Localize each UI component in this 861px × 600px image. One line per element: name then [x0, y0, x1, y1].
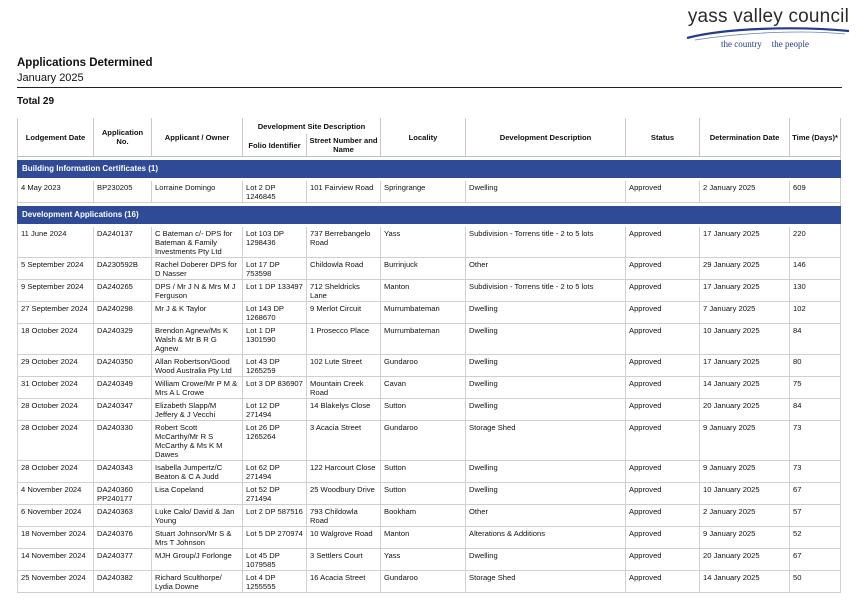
cell-applicant: Elizabeth Slapp/M Jeffery & J Vecchi — [152, 399, 243, 421]
cell-applicant: Luke Calo/ David & Jan Young — [152, 505, 243, 527]
cell-lodgement-date: 4 May 2023 — [18, 181, 94, 203]
cell-lodgement-date: 28 October 2024 — [18, 399, 94, 421]
cell-lodgement-date: 11 June 2024 — [18, 227, 94, 258]
col-street-number-name: Street Number and Name — [307, 134, 381, 157]
cell-applicant: Mr J & K Taylor — [152, 302, 243, 324]
cell-time-days: 73 — [790, 421, 841, 461]
logo-wordmark: yass valley council — [687, 6, 849, 27]
cell-description: Dwelling — [466, 302, 626, 324]
cell-determination-date: 17 January 2025 — [700, 280, 790, 302]
table-header — [18, 118, 841, 157]
cell-status: Approved — [626, 571, 700, 593]
cell-status: Approved — [626, 461, 700, 483]
logo-tag-left: the country — [721, 39, 762, 49]
cell-application-no: DA240265 — [94, 280, 152, 302]
cell-folio: Lot 26 DP 1265264 — [243, 421, 307, 461]
cell-street: 3 Acacia Street — [307, 421, 381, 461]
section-header — [18, 160, 841, 178]
cell-applicant: Isabella Jumpertz/C Beaton & C A Judd — [152, 461, 243, 483]
cell-folio: Lot 103 DP 1298436 — [243, 227, 307, 258]
cell-time-days: 67 — [790, 483, 841, 505]
cell-folio: Lot 2 DP 587516 — [243, 505, 307, 527]
cell-street: 737 Berrebangelo Road — [307, 227, 381, 258]
cell-locality: Burrinjuck — [381, 258, 466, 280]
cell-street: 16 Acacia Street — [307, 571, 381, 593]
cell-street: 10 Walgrove Road — [307, 527, 381, 549]
cell-street: 14 Blakelys Close — [307, 399, 381, 421]
table-row — [18, 258, 841, 280]
cell-lodgement-date: 31 October 2024 — [18, 377, 94, 399]
cell-application-no: DA240137 — [94, 227, 152, 258]
cell-status: Approved — [626, 181, 700, 203]
cell-lodgement-date: 18 October 2024 — [18, 324, 94, 355]
cell-application-no: DA240329 — [94, 324, 152, 355]
cell-application-no: DA240350 — [94, 355, 152, 377]
cell-folio: Lot 1 DP 133497 — [243, 280, 307, 302]
cell-status: Approved — [626, 399, 700, 421]
cell-locality: Gundaroo — [381, 421, 466, 461]
cell-status: Approved — [626, 280, 700, 302]
section-title: Development Applications (16) — [18, 206, 841, 224]
cell-locality: Manton — [381, 527, 466, 549]
cell-lodgement-date: 4 November 2024 — [18, 483, 94, 505]
cell-determination-date: 2 January 2025 — [700, 181, 790, 203]
cell-locality: Murrumbateman — [381, 324, 466, 355]
cell-locality: Gundaroo — [381, 571, 466, 593]
cell-street: Childowla Road — [307, 258, 381, 280]
table-body — [18, 157, 841, 593]
cell-applicant: Lisa Copeland — [152, 483, 243, 505]
col-folio-identifier: Folio Identifier — [243, 134, 307, 157]
table-row — [18, 571, 841, 593]
cell-determination-date: 20 January 2025 — [700, 549, 790, 571]
cell-status: Approved — [626, 258, 700, 280]
cell-time-days: 609 — [790, 181, 841, 203]
table-row — [18, 302, 841, 324]
cell-description: Dwelling — [466, 324, 626, 355]
table-row — [18, 280, 841, 302]
table-row — [18, 483, 841, 505]
cell-determination-date: 14 January 2025 — [700, 377, 790, 399]
table-row — [18, 461, 841, 483]
cell-status: Approved — [626, 324, 700, 355]
cell-applicant: Robert Scott McCarthy/Mr R S McCarthy & Ms K M Dawes — [152, 421, 243, 461]
cell-locality: Manton — [381, 280, 466, 302]
cell-applicant: Rachel Doberer DPS for D Nasser — [152, 258, 243, 280]
cell-time-days: 67 — [790, 549, 841, 571]
cell-status: Approved — [626, 377, 700, 399]
table-row — [18, 227, 841, 258]
col-development-description: Development Description — [466, 118, 626, 157]
cell-description: Dwelling — [466, 461, 626, 483]
cell-description: Dwelling — [466, 377, 626, 399]
applications-table — [17, 118, 841, 593]
cell-description: Dwelling — [466, 399, 626, 421]
cell-locality: Yass — [381, 227, 466, 258]
col-locality: Locality — [381, 118, 466, 157]
col-lodgement-date: Lodgement Date — [18, 118, 94, 157]
cell-description: Storage Shed — [466, 421, 626, 461]
cell-street: 25 Woodbury Drive — [307, 483, 381, 505]
cell-time-days: 102 — [790, 302, 841, 324]
logo-tag-right: the people — [771, 39, 809, 49]
cell-time-days: 75 — [790, 377, 841, 399]
cell-application-no: DA240298 — [94, 302, 152, 324]
col-site-description-group: Development Site Description — [243, 118, 381, 134]
cell-lodgement-date: 28 October 2024 — [18, 461, 94, 483]
cell-lodgement-date: 14 November 2024 — [18, 549, 94, 571]
cell-applicant: William Crowe/Mr P M & Mrs A L Crowe — [152, 377, 243, 399]
table-row — [18, 549, 841, 571]
table-row — [18, 377, 841, 399]
cell-application-no: DA240330 — [94, 421, 152, 461]
logo-tagline — [711, 39, 809, 49]
cell-application-no: DA240349 — [94, 377, 152, 399]
cell-description: Dwelling — [466, 181, 626, 203]
cell-locality: Yass — [381, 549, 466, 571]
cell-status: Approved — [626, 505, 700, 527]
cell-folio: Lot 1 DP 1301590 — [243, 324, 307, 355]
cell-folio: Lot 45 DP 1079585 — [243, 549, 307, 571]
cell-lodgement-date: 6 November 2024 — [18, 505, 94, 527]
cell-applicant: Stuart Johnson/Mr S & Mrs T Johnson — [152, 527, 243, 549]
cell-street: 102 Lute Street — [307, 355, 381, 377]
table-row — [18, 355, 841, 377]
cell-determination-date: 2 January 2025 — [700, 505, 790, 527]
cell-time-days: 52 — [790, 527, 841, 549]
cell-application-no: DA240347 — [94, 399, 152, 421]
cell-folio: Lot 43 DP 1265259 — [243, 355, 307, 377]
section-header — [18, 206, 841, 224]
cell-status: Approved — [626, 227, 700, 258]
cell-status: Approved — [626, 302, 700, 324]
cell-time-days: 84 — [790, 324, 841, 355]
cell-determination-date: 20 January 2025 — [700, 399, 790, 421]
cell-status: Approved — [626, 355, 700, 377]
page-title: Applications Determined — [17, 57, 153, 69]
cell-locality: Sutton — [381, 399, 466, 421]
cell-applicant: MJH Group/J Forlonge — [152, 549, 243, 571]
cell-locality: Sutton — [381, 483, 466, 505]
cell-description: Dwelling — [466, 355, 626, 377]
cell-determination-date: 14 January 2025 — [700, 571, 790, 593]
page-subtitle: January 2025 — [17, 72, 84, 84]
cell-lodgement-date: 9 September 2024 — [18, 280, 94, 302]
cell-time-days: 50 — [790, 571, 841, 593]
cell-description: Subdivision - Torrens title - 2 to 5 lots — [466, 280, 626, 302]
cell-time-days: 80 — [790, 355, 841, 377]
cell-applicant: Brendon Agnew/Ms K Walsh & Mr B R G Agnew — [152, 324, 243, 355]
col-determination-date: Determination Date — [700, 118, 790, 157]
cell-lodgement-date: 5 September 2024 — [18, 258, 94, 280]
cell-determination-date: 9 January 2025 — [700, 527, 790, 549]
col-status: Status — [626, 118, 700, 157]
cell-time-days: 57 — [790, 505, 841, 527]
cell-description: Other — [466, 258, 626, 280]
cell-description: Storage Shed — [466, 571, 626, 593]
cell-applicant: Richard Sculthorpe/ Lydia Downe — [152, 571, 243, 593]
cell-folio: Lot 143 DP 1268670 — [243, 302, 307, 324]
cell-street: 712 Sheldricks Lane — [307, 280, 381, 302]
cell-time-days: 220 — [790, 227, 841, 258]
cell-application-no: DA240363 — [94, 505, 152, 527]
cell-folio: Lot 5 DP 270974 — [243, 527, 307, 549]
cell-street: 793 Childowla Road — [307, 505, 381, 527]
cell-description: Subdivision - Torrens title - 2 to 5 lots — [466, 227, 626, 258]
cell-folio: Lot 52 DP 271494 — [243, 483, 307, 505]
total-count: Total 29 — [17, 96, 55, 107]
cell-locality: Gundaroo — [381, 355, 466, 377]
cell-locality: Bookham — [381, 505, 466, 527]
cell-folio: Lot 62 DP 271494 — [243, 461, 307, 483]
table-row — [18, 421, 841, 461]
cell-application-no: DA240382 — [94, 571, 152, 593]
table-row — [18, 324, 841, 355]
section-title: Building Information Certificates (1) — [18, 160, 841, 178]
cell-time-days: 130 — [790, 280, 841, 302]
cell-determination-date: 17 January 2025 — [700, 355, 790, 377]
cell-folio: Lot 12 DP 271494 — [243, 399, 307, 421]
cell-applicant: C Bateman c/- DPS for Bateman & Family Investments Pty Ltd — [152, 227, 243, 258]
cell-determination-date: 10 January 2025 — [700, 483, 790, 505]
cell-application-no: DA230592B — [94, 258, 152, 280]
cell-street: 101 Fairview Road — [307, 181, 381, 203]
cell-applicant: Lorraine Domingo — [152, 181, 243, 203]
cell-application-no: DA240343 — [94, 461, 152, 483]
cell-locality: Springrange — [381, 181, 466, 203]
col-applicant-owner: Applicant / Owner — [152, 118, 243, 157]
cell-determination-date: 10 January 2025 — [700, 324, 790, 355]
cell-status: Approved — [626, 549, 700, 571]
cell-description: Alterations & Additions — [466, 527, 626, 549]
cell-description: Other — [466, 505, 626, 527]
cell-description: Dwelling — [466, 549, 626, 571]
cell-application-no: BP230205 — [94, 181, 152, 203]
table-row — [18, 181, 841, 203]
cell-folio: Lot 4 DP 1255555 — [243, 571, 307, 593]
cell-lodgement-date: 29 October 2024 — [18, 355, 94, 377]
cell-application-no: DA240377 — [94, 549, 152, 571]
cell-lodgement-date: 25 November 2024 — [18, 571, 94, 593]
cell-locality: Sutton — [381, 461, 466, 483]
cell-time-days: 73 — [790, 461, 841, 483]
cell-locality: Cavan — [381, 377, 466, 399]
cell-description: Dwelling — [466, 483, 626, 505]
cell-street: Mountain Creek Road — [307, 377, 381, 399]
cell-lodgement-date: 18 November 2024 — [18, 527, 94, 549]
cell-street: 9 Merlot Circuit — [307, 302, 381, 324]
cell-street: 1 Prosecco Place — [307, 324, 381, 355]
cell-folio: Lot 3 DP 836907 — [243, 377, 307, 399]
cell-lodgement-date: 28 October 2024 — [18, 421, 94, 461]
col-time-days: Time (Days)* — [790, 118, 841, 157]
cell-folio: Lot 17 DP 753598 — [243, 258, 307, 280]
cell-folio: Lot 2 DP 1246845 — [243, 181, 307, 203]
cell-determination-date: 9 January 2025 — [700, 461, 790, 483]
cell-status: Approved — [626, 421, 700, 461]
table-row — [18, 527, 841, 549]
cell-determination-date: 9 January 2025 — [700, 421, 790, 461]
council-logo — [681, 6, 851, 50]
cell-applicant: DPS / Mr J N & Mrs M J Ferguson — [152, 280, 243, 302]
cell-determination-date: 29 January 2025 — [700, 258, 790, 280]
cell-application-no: DA240376 — [94, 527, 152, 549]
cell-street: 122 Harcourt Close — [307, 461, 381, 483]
cell-time-days: 84 — [790, 399, 841, 421]
cell-street: 3 Settlers Court — [307, 549, 381, 571]
col-application-no: Application No. — [94, 118, 152, 157]
title-divider — [17, 87, 842, 88]
cell-locality: Murrumbateman — [381, 302, 466, 324]
cell-status: Approved — [626, 483, 700, 505]
cell-application-no: DA240360 PP240177 — [94, 483, 152, 505]
cell-applicant: Allan Robertson/Good Wood Australia Pty Ltd — [152, 355, 243, 377]
cell-time-days: 146 — [790, 258, 841, 280]
cell-determination-date: 7 January 2025 — [700, 302, 790, 324]
cell-status: Approved — [626, 527, 700, 549]
table-row — [18, 505, 841, 527]
table-row — [18, 399, 841, 421]
cell-lodgement-date: 27 September 2024 — [18, 302, 94, 324]
cell-determination-date: 17 January 2025 — [700, 227, 790, 258]
